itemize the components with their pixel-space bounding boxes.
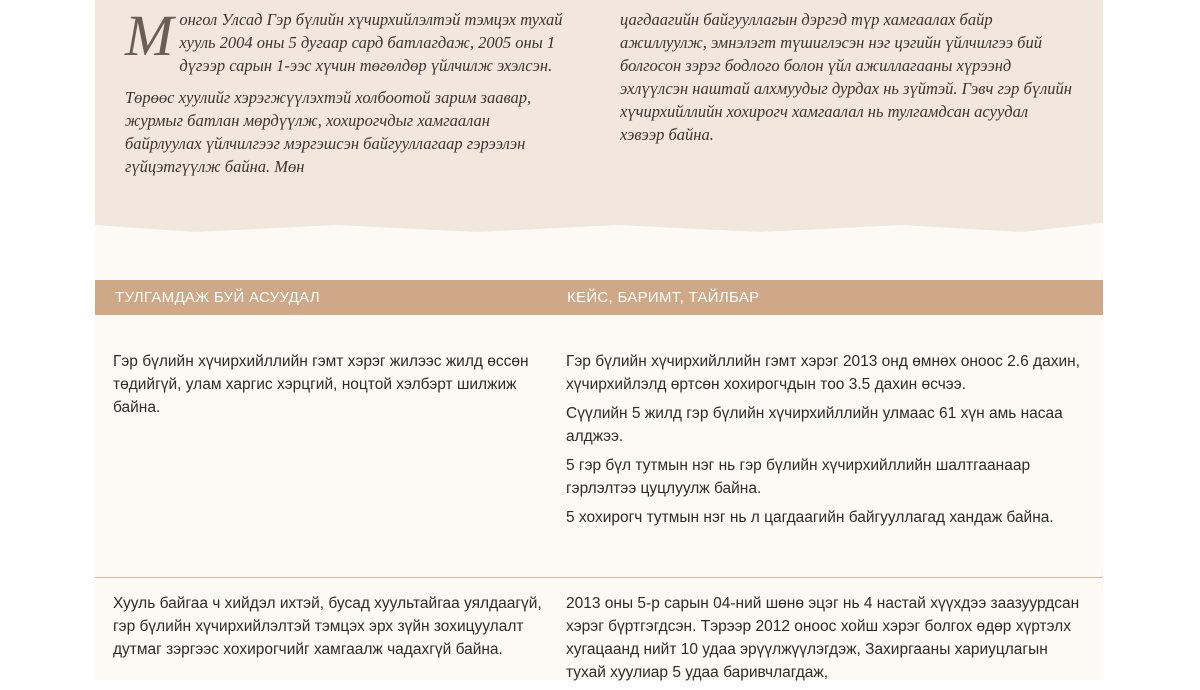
row-1-issue (113, 350, 543, 425)
intro-right-column (620, 8, 1075, 155)
intro-paragraph-1 (125, 3, 565, 77)
table-header (95, 280, 1103, 315)
row-2-facts (566, 592, 1086, 690)
row-1-fact-1: Гэр бүлийн хүчирхийллийн гэмт хэрэг 2013 онд өмнөх оноос 2.6 дахин, хүчирхийлэлд өртсөн хохирогчдын тоо 3.5 дахин өсчээ. (566, 353, 1080, 393)
row-1-fact-2: Сүүлийн 5 жилд гэр бүлийн хүчирхийллийн улмаас 61 хүн амь насаа алджээ. (566, 405, 1063, 445)
row-2-issue-text: Хууль байгаа ч хийдэл ихтэй, бусад хуультайгаа уялдаагүй, гэр бүлийн хүчирхийлэлтэй тэмцэх эрх зүйн зохицуулалт дутмаг зэргээс хохирогчийг хамгаалж чадахгүй байна. (113, 595, 542, 658)
row-2-fact-1: 2013 оны 5-р сарын 04-ний шөнө эцэг нь 4 настай хүүхдээ заазуурдсан хэрэг бүртгэгдсэн. Тэрээр 2012 оноос хойш хэрэг болгох өдөр хүртэлх хугацаанд нийт 10 удаа эрүүлжүүлэгдэж, Захиргааны хариуцлагын тухай хуулиар 5 удаа баривчлагдаж, (566, 595, 1080, 681)
row-1-issue-text: Гэр бүлийн хүчирхийллийн гэмт хэрэг жилээс жилд өссөн төдийгүй, улам харгис хэрцгий, ноцтой хэлбэрт шилжиж байна. (113, 353, 529, 416)
intro-paragraph-1-text: онгол Улсад Гэр бүлийн хүчирхийлэлтэй тэмцэх тухай хууль 2004 оны 5 дугаар сард батлагдаж, 2005 оны 1 дүгээр сарын 1-ээс хүчин төгөлдөр үйлчилж эхэлсэн. (179, 10, 563, 75)
row-separator (95, 577, 1103, 578)
header-issue: ТУЛГАМДАЖ БУЙ АСУУДАЛ (115, 289, 320, 306)
header-facts: КЕЙС, БАРИМТ, ТАЙЛБАР (567, 289, 760, 306)
intro-left-column (125, 3, 565, 187)
row-1-facts (566, 350, 1086, 535)
dropcap: М (125, 3, 174, 68)
intro-paragraph-2: Төрөөс хуулийг хэрэгжүүлэхтэй холбоотой зарим заавар, журмыг батлан мөрдүүлж, хохирогчдыг хамгаалан байрлуулах үйлчилгээг мэргэшсэн байгууллагаар гэрээлэн гүйцэтгүүлж байна. Мөн (125, 88, 532, 176)
row-1-fact-3: 5 гэр бүл тутмын нэг нь гэр бүлийн хүчирхийллийн шалтгаанаар гэрлэлтээ цуцлуулж байна. (566, 457, 1031, 497)
row-1-fact-4: 5 хохирогч тутмын нэг нь л цагдаагийн байгууллагад хандаж байна. (566, 509, 1054, 526)
row-2-issue (113, 592, 543, 667)
intro-paragraph-3: цагдаагийн байгууллагын дэргэд түр хамгаалах байр ажиллуулж, эмнэлэгт түшиглэсэн нэг цэгийн үйлчилгээ бий болгосон зэрэг бодлого болон үйл ажиллагааны хүрээнд эхлүүлсэн наштай алхмуудыг дурдах нь зүйтэй. Гэвч гэр бүлийн хүчирхийллийн хохирогч хамгаалал нь тулгамдсан асуудал хэвээр байна. (620, 10, 1072, 144)
